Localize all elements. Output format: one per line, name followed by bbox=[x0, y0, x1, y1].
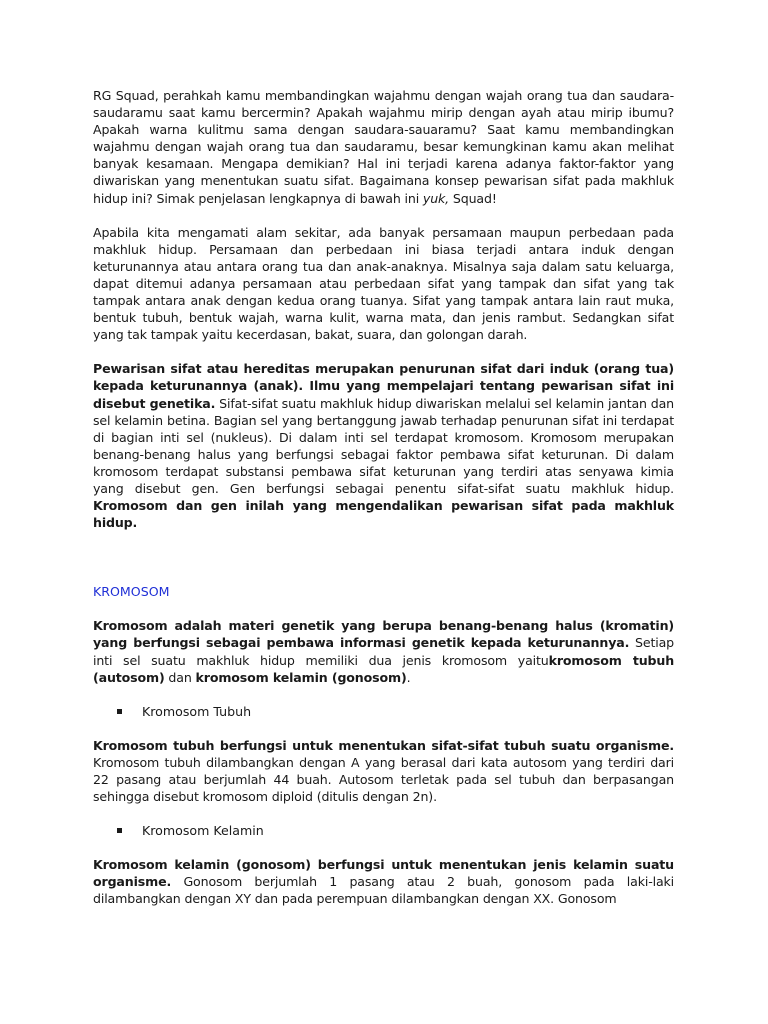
heredity-conclusion: Kromosom dan gen inilah yang mengendalikan pewarisan sifat pada makhluk hidup. bbox=[93, 498, 674, 531]
chromosome-definition: Kromosom adalah materi genetik yang berupa benang-benang halus (kromatin) yang berfungsi sebagai pembawa informasi genetik kepada keturunannya. bbox=[93, 618, 674, 651]
gonosome-body: Gonosom berjumlah 1 pasang atau 2 buah, gonosom pada laki-laki dilambangkan dengan XY dan pada perempuan dilambangkan dengan XX. Gonosom bbox=[93, 874, 674, 907]
bullet-label-kromosom-tubuh: Kromosom Tubuh bbox=[142, 703, 252, 719]
heredity-paragraph bbox=[93, 360, 674, 531]
chromosome-type-autosom: kromosom tubuh (autosom) bbox=[93, 652, 675, 685]
chromosome-paragraph bbox=[93, 617, 674, 685]
intro-paragraph bbox=[93, 87, 674, 207]
autosome-definition: Kromosom tubuh berfungsi untuk menentukan sifat-sifat tubuh suatu organisme. bbox=[93, 737, 674, 753]
chromosome-type-gonosom: kromosom kelamin (gonosom) bbox=[195, 669, 407, 685]
chromosome-period: . bbox=[406, 669, 411, 685]
observation-text: Apabila kita mengamati alam sekitar, ada banyak persamaan maupun perbedaan pada makhluk hidup. Persamaan dan perbedaan ini biasa terjadi antara induk dengan keturunannya atau antara orang tua dan anak-anaknya. Misalnya saja dalam satu keluarga, dapat ditemui adanya persamaan atau perbedaan sifat yang tampak dan sifat yang tak tampak antara anak dengan kedua orang tuanya. Sifat yang tampak antara lain raut muka, bentuk tubuh, bentuk wajah, warna kulit, warna mata, dan jenis rambut. Sedangkan sifat yang tak tampak yaitu kecerdasan, bakat, suara, dan golongan darah. bbox=[93, 224, 674, 343]
intro-italic-text: yuk, bbox=[422, 190, 450, 206]
heredity-body: Sifat-sifat suatu makhluk hidup diwariskan melalui sel kelamin jantan dan sel kelamin betina. Bagian sel yang bertanggung jawab terhadap penurunan sifat ini terdapat di bagian inti sel (nukleus). Di dalam inti sel terdapat kromosom. Kromosom merupakan benang-benang halus yang berfungsi sebagai faktor pembawa sifat keturunan. Di dalam kromosom terdapat substansi pembawa sifat keturunan yang terdiri atas senyawa kimia yang disebut gen. Gen berfungsi sebagai penentu sifat-sifat suatu makhluk hidup. bbox=[93, 395, 675, 496]
bullet-label-kromosom-kelamin: Kromosom Kelamin bbox=[142, 823, 264, 839]
chromosome-conjunction: dan bbox=[164, 669, 196, 685]
chromosome-body: Setiap inti sel suatu makhluk hidup memiliki dua jenis kromosom yaitu bbox=[93, 635, 674, 668]
square-bullet-icon bbox=[117, 828, 122, 833]
section-heading-kromosom: KROMOSOM bbox=[93, 584, 170, 600]
intro-closing-text: Squad! bbox=[449, 190, 497, 206]
bullet-item-kromosom-kelamin bbox=[117, 822, 674, 839]
heredity-definition: Pewarisan sifat atau hereditas merupakan penurunan sifat dari induk (orang tua) kepada keturunannya (anak). Ilmu yang mempelajari tentang pewarisan sifat ini disebut genetika. bbox=[93, 361, 674, 411]
observation-paragraph bbox=[93, 224, 674, 344]
intro-text: RG Squad, perahkah kamu membandingkan wajahmu dengan wajah orang tua dan saudara-saudaramu saat kamu bercermin? Apakah wajahmu mirip dengan ayah atau mirip ibumu? Apakah warna kulitmu sama dengan saudara-sauaramu? Saat kamu membandingkan wajahmu dengan wajah orang tua dan saudaramu, besar kemungkinan kamu akan melihat banyak kesamaan. Mengapa demikian? Hal ini terjadi karena adanya faktor-faktor yang diwariskan yang menentukan suatu sifat. Bagaimana konsep pewarisan sifat pada makhluk hidup ini? Simak penjelasan lengkapnya di bawah ini bbox=[93, 88, 674, 206]
autosome-paragraph bbox=[93, 737, 674, 805]
gonosome-definition: Kromosom kelamin (gonosom) berfungsi untuk menentukan jenis kelamin suatu organisme. bbox=[93, 857, 674, 890]
square-bullet-icon bbox=[117, 709, 122, 714]
autosome-body: Kromosom tubuh dilambangkan dengan A yang berasal dari kata autosom yang terdiri dari 22 pasang atau berjumlah 44 buah. Autosom terletak pada sel tubuh dan berpasangan sehingga disebut kromosom diploid (ditulis dengan 2n). bbox=[93, 754, 674, 804]
document-page bbox=[93, 87, 674, 907]
gonosome-paragraph bbox=[93, 856, 674, 907]
bullet-item-kromosom-tubuh bbox=[117, 703, 674, 720]
